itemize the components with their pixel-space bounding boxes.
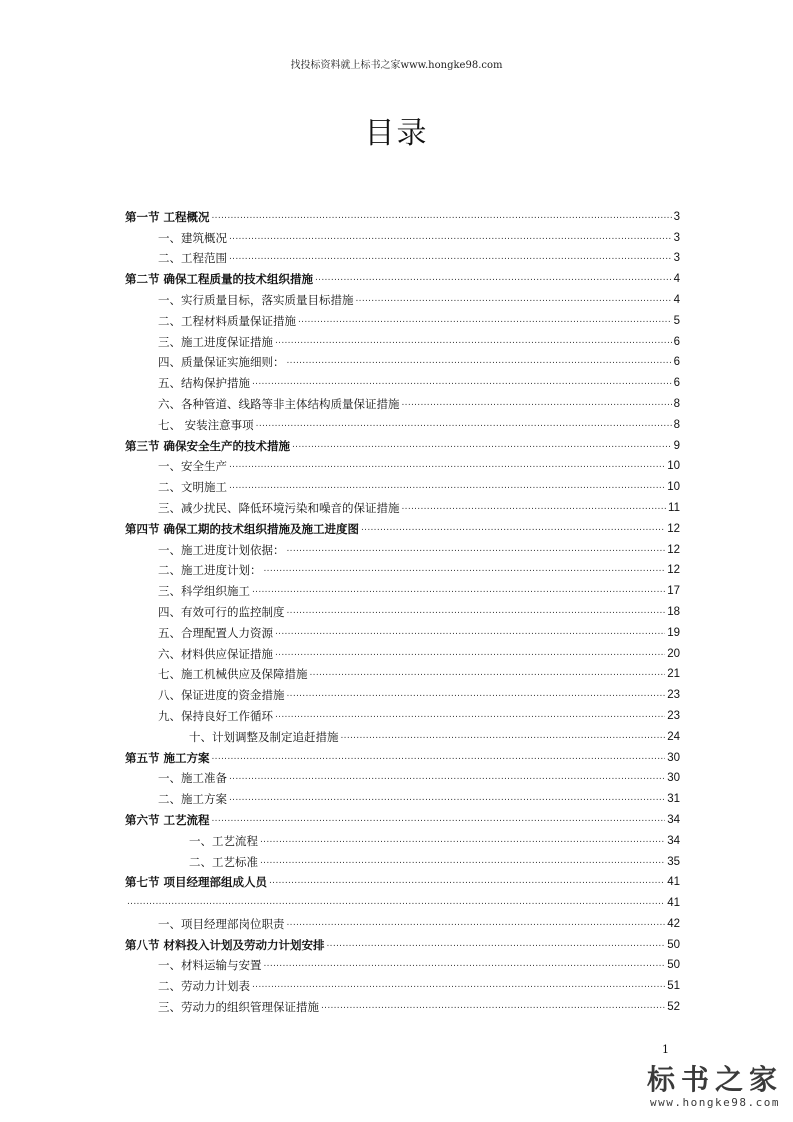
toc-entry[interactable]	[125, 640, 680, 661]
toc-entry-page: 12	[667, 543, 680, 556]
toc-entry-page: 51	[667, 980, 680, 993]
toc-leader-dots	[402, 501, 667, 513]
toc-entry-page: 19	[667, 626, 680, 639]
toc-entry-page: 42	[667, 917, 680, 930]
toc-entry-page: 23	[667, 689, 680, 702]
toc-entry-title: 一、施工进度计划依据：	[158, 542, 285, 557]
toc-leader-dots	[292, 439, 672, 451]
toc-entry-title: 七、施工机械供应及保障措施	[158, 667, 308, 682]
toc-entry[interactable]	[125, 577, 680, 598]
logo-name: 标书之家	[646, 1063, 783, 1096]
toc-entry-page: 5	[673, 314, 680, 327]
page-header: 找投标资料就上标书之家www.hongke98.com	[290, 60, 503, 71]
toc-entry[interactable]	[125, 848, 680, 869]
toc-entry-title: 一、项目经理部岗位职责	[158, 916, 285, 931]
toc-entry-page: 52	[667, 1001, 680, 1014]
toc-entry-title: 五、合理配置人力资源	[158, 625, 273, 640]
toc-entry[interactable]	[125, 765, 680, 786]
toc-entry[interactable]	[125, 473, 680, 494]
toc-entry[interactable]	[125, 453, 680, 474]
toc-entry-page: 10	[667, 481, 680, 494]
toc-leader-dots	[229, 231, 672, 243]
toc-entry[interactable]	[125, 286, 680, 307]
page-number: 1	[662, 1043, 669, 1056]
toc-entry-page: 12	[667, 564, 680, 577]
toc-leader-dots	[315, 272, 672, 284]
toc-entry-title: 六、各种管道、线路等非主体结构质量保证措施	[158, 396, 400, 411]
toc-entry-title: 八、保证进度的资金措施	[158, 688, 285, 703]
toc-entry-title: 三、科学组织施工	[158, 584, 250, 599]
toc-entry[interactable]	[125, 785, 680, 806]
toc-entry[interactable]	[125, 931, 680, 952]
toc-entry[interactable]	[125, 349, 680, 370]
toc-leader-dots	[264, 563, 666, 575]
toc-entry-page: 11	[668, 501, 680, 514]
toc-entry-page: 23	[667, 709, 680, 722]
toc-entry-page: 41	[667, 876, 680, 889]
toc-leader-dots	[287, 688, 666, 700]
toc-leader-dots	[260, 834, 665, 846]
toc-entry-title: 一、工艺流程	[189, 833, 258, 848]
toc-leader-dots	[310, 667, 666, 679]
toc-entry[interactable]	[125, 411, 680, 432]
toc-entry-page: 30	[667, 751, 680, 764]
toc-entry-title: 二、工艺标准	[189, 854, 258, 869]
toc-entry-title: 一、安全生产	[158, 459, 227, 474]
table-of-contents	[125, 203, 680, 1014]
toc-entry-page: 9	[673, 439, 680, 452]
toc-entry-page: 24	[667, 730, 680, 743]
logo-url: www.hongke98.com	[650, 1096, 780, 1109]
toc-leader-dots	[287, 605, 666, 617]
toc-entry-title: 一、建筑概况	[158, 230, 227, 245]
toc-entry[interactable]	[125, 681, 680, 702]
toc-entry-title: 二、工程材料质量保证措施	[158, 313, 296, 328]
toc-entry-title: 四、质量保证实施细则：	[158, 355, 285, 370]
toc-leader-dots	[275, 647, 665, 659]
toc-entry[interactable]	[125, 619, 680, 640]
toc-entry-page: 3	[673, 231, 680, 244]
toc-entry-title: 第五节 施工方案	[125, 750, 210, 765]
toc-entry-title: 二、文明施工	[158, 480, 227, 495]
toc-entry[interactable]	[125, 203, 680, 224]
toc-entry[interactable]	[125, 806, 680, 827]
toc-entry-page: 8	[673, 397, 680, 410]
toc-entry-title: 二、施工进度计划：	[158, 563, 262, 578]
toc-entry-title: 一、施工准备	[158, 771, 227, 786]
toc-entry-title: 九、保持良好工作循环	[158, 708, 273, 723]
toc-leader-dots	[275, 709, 665, 721]
toc-entry-page: 50	[667, 938, 680, 951]
toc-leader-dots	[229, 251, 672, 263]
toc-entry[interactable]	[125, 245, 680, 266]
toc-leader-dots	[264, 958, 666, 970]
toc-entry-title: 第六节 工艺流程	[125, 812, 210, 827]
toc-entry[interactable]	[125, 432, 680, 453]
toc-entry-title: 第一节 工程概况	[125, 209, 210, 224]
toc-entry[interactable]	[125, 265, 680, 286]
toc-entry-title: 二、工程范围	[158, 251, 227, 266]
toc-entry[interactable]	[125, 972, 680, 993]
toc-entry-title: 第三节 确保安全生产的技术措施	[125, 438, 291, 453]
toc-entry-page: 31	[667, 793, 680, 806]
toc-entry-page: 3	[673, 210, 680, 223]
toc-leader-dots	[229, 792, 665, 804]
toc-entry-title: 三、劳动力的组织管理保证措施	[158, 1000, 319, 1015]
toc-entry-title: 二、施工方案	[158, 792, 227, 807]
toc-entry[interactable]	[125, 993, 680, 1014]
toc-leader-dots	[298, 314, 672, 326]
page-title: 目录	[364, 116, 429, 151]
toc-entry[interactable]	[125, 557, 680, 578]
toc-leader-dots	[275, 335, 672, 347]
toc-leader-dots	[212, 813, 666, 825]
toc-entry-title: 第二节 确保工程质量的技术组织措施	[125, 272, 314, 287]
toc-entry[interactable]	[125, 328, 680, 349]
toc-entry-page: 4	[673, 293, 680, 306]
toc-entry-page: 6	[673, 377, 680, 390]
toc-leader-dots	[127, 896, 665, 908]
toc-leader-dots	[287, 917, 666, 929]
toc-entry-page: 18	[667, 605, 680, 618]
toc-leader-dots	[361, 522, 665, 534]
brand-logo	[640, 1064, 790, 1110]
toc-entry[interactable]	[125, 536, 680, 557]
toc-entry-page: 10	[667, 460, 680, 473]
toc-entry-title: 第四节 确保工期的技术组织措施及施工进度图	[125, 521, 360, 536]
toc-entry[interactable]	[125, 224, 680, 245]
toc-entry[interactable]	[125, 952, 680, 973]
toc-leader-dots	[327, 938, 666, 950]
toc-entry-page: 30	[667, 772, 680, 785]
toc-entry[interactable]	[125, 869, 680, 890]
toc-entry-page: 8	[673, 418, 680, 431]
toc-leader-dots	[229, 459, 665, 471]
toc-entry-title: 第七节 项目经理部组成人员	[125, 875, 268, 890]
toc-entry-title: 六、材料供应保证措施	[158, 646, 273, 661]
toc-entry-page: 3	[673, 252, 680, 265]
toc-leader-dots	[229, 771, 665, 783]
toc-entry[interactable]	[125, 515, 680, 536]
toc-entry[interactable]	[125, 307, 680, 328]
toc-entry-page: 35	[667, 855, 680, 868]
toc-entry-title: 十、计划调整及制定追赶措施	[189, 729, 339, 744]
toc-entry[interactable]	[125, 910, 680, 931]
toc-entry-title: 四、有效可行的监控制度	[158, 604, 285, 619]
toc-entry-page: 50	[667, 959, 680, 972]
toc-leader-dots	[260, 855, 665, 867]
toc-entry[interactable]	[125, 598, 680, 619]
toc-entry[interactable]	[125, 390, 680, 411]
toc-entry-page: 20	[667, 647, 680, 660]
toc-entry-page: 6	[673, 335, 680, 348]
toc-leader-dots	[275, 626, 665, 638]
toc-leader-dots	[252, 376, 672, 388]
toc-entry-page: 17	[667, 585, 680, 598]
toc-leader-dots	[212, 210, 672, 222]
toc-entry-title: 三、减少扰民、降低环境污染和噪音的保证措施	[158, 500, 400, 515]
toc-leader-dots	[229, 480, 665, 492]
toc-entry-page: 34	[667, 813, 680, 826]
toc-entry-title: 三、施工进度保证措施	[158, 334, 273, 349]
toc-leader-dots	[402, 397, 672, 409]
toc-leader-dots	[321, 1000, 665, 1012]
toc-leader-dots	[252, 584, 665, 596]
toc-entry-title: 第八节 材料投入计划及劳动力计划安排	[125, 937, 325, 952]
toc-entry[interactable]	[125, 827, 680, 848]
toc-entry-page: 34	[667, 834, 680, 847]
toc-entry-title: 七、 安装注意事项	[158, 417, 254, 432]
toc-leader-dots	[212, 751, 666, 763]
toc-entry[interactable]	[125, 494, 680, 515]
toc-entry-page: 21	[667, 668, 680, 681]
toc-entry[interactable]	[125, 889, 680, 910]
toc-leader-dots	[341, 730, 666, 742]
toc-entry-page: 4	[673, 273, 680, 286]
toc-leader-dots	[269, 875, 665, 887]
toc-entry-page: 12	[667, 522, 680, 535]
toc-leader-dots	[256, 418, 672, 430]
toc-entry[interactable]	[125, 702, 680, 723]
toc-leader-dots	[356, 293, 672, 305]
toc-leader-dots	[252, 979, 665, 991]
toc-entry-title: 一、材料运输与安置	[158, 958, 262, 973]
toc-entry[interactable]	[125, 723, 680, 744]
toc-entry-title: 二、劳动力计划表	[158, 979, 250, 994]
toc-entry[interactable]	[125, 661, 680, 682]
toc-leader-dots	[287, 543, 666, 555]
toc-entry[interactable]	[125, 744, 680, 765]
toc-entry-page: 6	[673, 356, 680, 369]
toc-entry-title: 五、结构保护措施	[158, 376, 250, 391]
toc-entry[interactable]	[125, 369, 680, 390]
toc-entry-title: 一、实行质量目标，落实质量目标措施	[158, 292, 354, 307]
toc-entry-page: 41	[667, 897, 680, 910]
toc-leader-dots	[287, 355, 672, 367]
